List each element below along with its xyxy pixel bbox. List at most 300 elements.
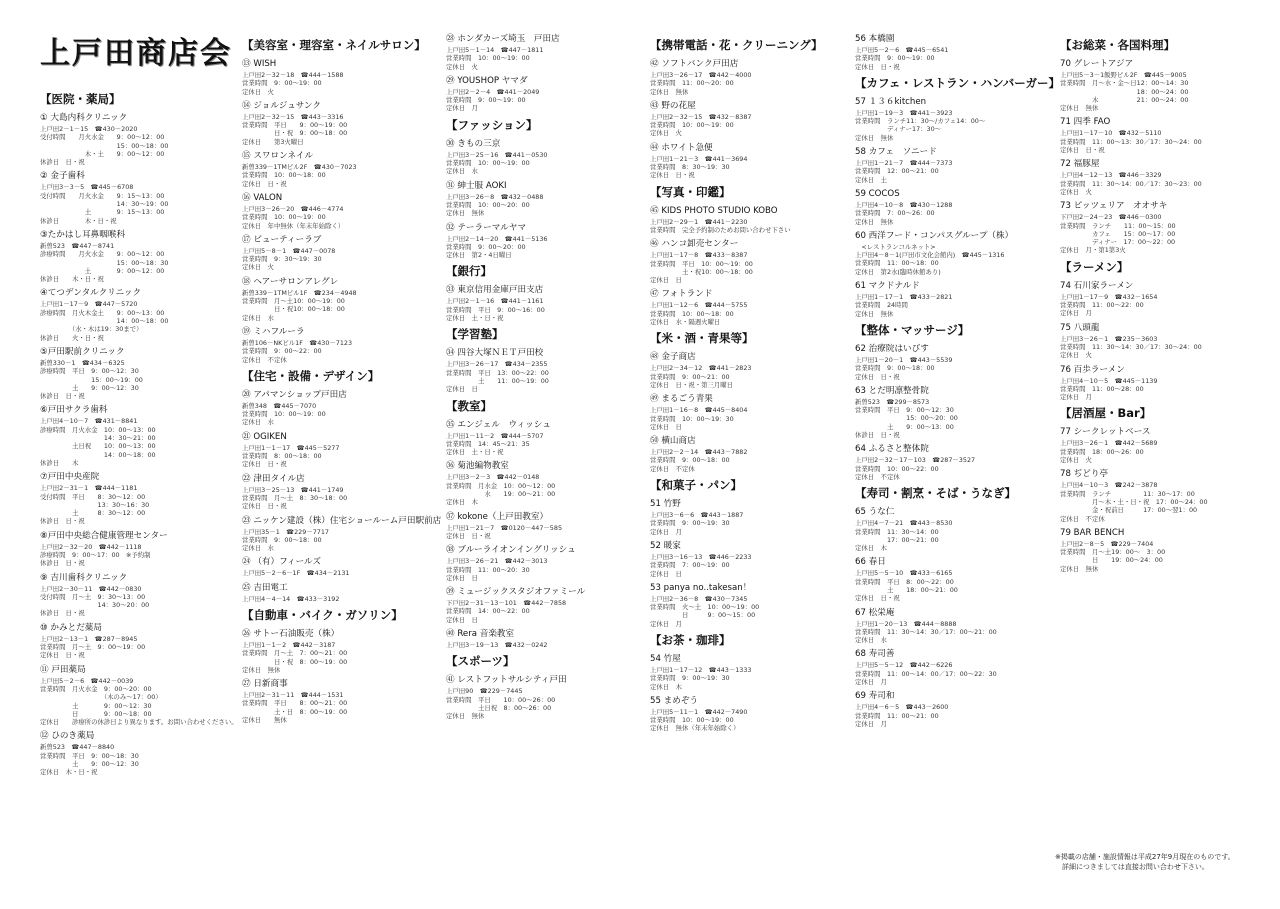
- shop-detail-line: 上戸田3－26－1 ☎235－3603: [1060, 334, 1158, 343]
- shop-detail-line: 土・日 8：00～19：00: [242, 707, 348, 716]
- shop-name: ⑧戸田中央総合健康管理センター: [40, 530, 168, 541]
- shop-entry: [855, 608, 1060, 645]
- shop-name: ⑬ WISH: [242, 59, 277, 69]
- shop-detail-line: 新曽523 ☎447－8840: [40, 743, 115, 752]
- shop-detail-line: 営業時間 月～土19：00～ 3：00: [1060, 548, 1166, 557]
- shop-detail-line: 営業時間 8：00～18：00: [242, 452, 322, 461]
- shop-detail-line: 新曽339－1TMビル1F ☎234－4948: [242, 288, 357, 297]
- shop-detail-line: 営業時間 9：00～19：00: [242, 79, 322, 88]
- shop-detail-line: 上戸田3－6－6 ☎443－1887: [650, 511, 744, 520]
- shop-detail-line: ディナー17：30～: [855, 125, 942, 134]
- shop-detail-line: 定休日 日・祝: [242, 179, 287, 188]
- shop-name: 53 panya no..takesan！: [650, 582, 752, 593]
- shop-detail-line: 診療時間 平日 9：00～12：30: [40, 367, 139, 376]
- shop-name: 64 ふるさと整体院: [855, 444, 929, 455]
- shop-detail-line: 営業時間 10：00～18：00: [650, 309, 734, 318]
- shop-detail-line: 上戸田3－19－13 ☎432－0242: [446, 640, 548, 649]
- shop-detail-line: 定休日 土・日・祝: [446, 448, 504, 457]
- shop-entry: [855, 34, 1060, 71]
- shop-detail-line: 定休日 無休（年末年始除く）: [650, 724, 740, 733]
- shop-entry: [446, 76, 585, 113]
- shop-detail-line: 営業時間 10：00～19：00: [650, 121, 734, 130]
- shop-name: ⑫ ひのき薬局: [40, 731, 95, 742]
- shop-name: ④てつデンタルクリニック: [40, 288, 142, 299]
- shop-entry: [446, 629, 585, 649]
- shop-detail-line: 定休日 月・第1第3火: [1060, 246, 1126, 255]
- shop-name: ㊽ 金子商店: [650, 352, 696, 363]
- shop-detail-line: 上戸田1－16－8 ☎445－8404: [650, 406, 748, 415]
- shop-detail-line: <レストランコルネット>: [855, 242, 936, 251]
- shop-detail-line: 営業時間 24時間: [855, 301, 908, 310]
- shop-detail-line: 定休日 水: [855, 636, 887, 645]
- shop-detail-line: 上戸田2－8－5 ☎229－7404: [1060, 539, 1154, 548]
- shop-name: 67 松栄庵: [855, 607, 895, 618]
- column-3: [446, 34, 585, 725]
- shop-entry: [446, 181, 585, 218]
- shop-entry: [242, 679, 441, 724]
- shop-detail-line: 営業時間 11：00～20：00: [650, 79, 734, 88]
- column-5: [855, 34, 1060, 733]
- shop-detail-line: 上戸田5－11－1 ☎442－7490: [650, 707, 748, 716]
- shop-entry: [242, 629, 441, 674]
- shop-detail-line: 定休日 水・隔週火曜日: [650, 318, 721, 327]
- shop-entry: [855, 189, 1060, 226]
- shop-detail-line: （水・木は19：30まで）: [40, 325, 143, 334]
- section-heading: 【ラーメン】: [1060, 259, 1129, 274]
- shop-entry: [446, 139, 585, 176]
- shop-detail-line: （木のみ～17：00）: [40, 693, 162, 702]
- shop-detail-line: 営業時間 9：00～22：00: [242, 347, 322, 356]
- shop-detail-line: 営業時間 11：00～21：00: [855, 711, 939, 720]
- shop-entry: [855, 557, 1060, 602]
- shop-detail-line: 定休日 無休: [1060, 564, 1099, 573]
- shop-entry: [40, 347, 238, 400]
- shop-entry: [242, 235, 441, 272]
- shop-name: ㊶ レストフットサルシティ戸田: [446, 675, 567, 686]
- shop-detail-line: 営業時間 11：00～22：00: [1060, 301, 1144, 310]
- shop-detail-line: 定休日 無休: [855, 217, 894, 226]
- shop-detail-line: 定休日 日・祝: [242, 460, 287, 469]
- shop-detail-line: 上戸田3－26－17 ☎434－2355: [446, 360, 548, 369]
- shop-detail-line: 営業時間 平日 10：00～19：00: [650, 259, 753, 268]
- shop-detail-line: 診療時間 月火水金 9：00～12：00: [40, 250, 165, 259]
- shop-entry: [242, 101, 441, 146]
- shop-name: 70 グレートアジア: [1060, 59, 1134, 69]
- shop-detail-line: 営業時間 14：45～21：35: [446, 439, 530, 448]
- shop-detail-line: 定休日 日・祝: [446, 531, 491, 540]
- shop-detail-line: 定休日 無休: [242, 665, 281, 674]
- shop-name: ㉘ ホンダカーズ埼玉 戸田店: [446, 34, 560, 44]
- shop-detail-line: 14：30～19：00: [40, 200, 169, 209]
- shop-name: 60 西洋フード・コンパスグループ（株）: [855, 230, 1014, 241]
- shop-detail-line: 上戸田1－17－12 ☎443－1333: [650, 665, 752, 674]
- shop-detail-line: 上戸田4－10－3 ☎242－3878: [1060, 481, 1158, 490]
- shop-detail-line: 営業時間 ランチ 11：30～17：00: [1060, 489, 1195, 498]
- shop-detail-line: 定休日 不定休: [650, 464, 695, 473]
- shop-detail-line: 定休日 無休: [1060, 104, 1099, 113]
- section-heading: 【寿司・割烹・そば・うなぎ】: [855, 486, 1016, 501]
- shop-detail-line: 定休日 月: [1060, 309, 1092, 318]
- shop-detail-line: 営業時間 7：00～26：00: [855, 209, 935, 218]
- shop-name: ㊸ 野の花屋: [650, 100, 696, 111]
- shop-detail-line: 新曽339－1TMビル2F ☎430－7023: [242, 163, 357, 172]
- shop-detail-line: 営業時間 10：00～18：00: [242, 171, 326, 180]
- shop-detail-line: 定休日 水: [242, 544, 274, 553]
- shop-detail-line: 定休日 日・祝: [1060, 146, 1105, 155]
- shop-entry: [1060, 365, 1208, 402]
- shop-name: ㉗ 日新商事: [242, 679, 288, 690]
- shop-detail-line: 定休日 日・祝: [855, 372, 900, 381]
- shop-detail-line: 営業時間 火～土 10：00～19：00: [650, 603, 760, 612]
- shop-detail-line: 定休日 無休: [855, 133, 894, 142]
- shop-name: ② 金子歯科: [40, 171, 85, 182]
- shop-name: ⑲ ミハフルーラ: [242, 326, 305, 337]
- shop-detail-line: 土 11：00～19：00: [446, 376, 549, 385]
- shop-detail-line: 上戸田1－12－6 ☎444－5755: [650, 301, 748, 310]
- shop-detail-line: 営業時間 平日 9：00～19：00: [242, 121, 348, 130]
- shop-detail-line: 定休日 第3火曜日: [242, 137, 304, 146]
- shop-name: ⑭ ジョルジュサンク: [242, 100, 321, 111]
- section-heading: 【写真・印鑑】: [650, 184, 731, 199]
- shop-entry: [40, 405, 238, 467]
- shop-entry: [855, 231, 1060, 276]
- shop-detail-line: 定休日 火: [1060, 456, 1092, 465]
- shop-entry: [446, 285, 585, 322]
- shop-name: 66 春日: [855, 557, 886, 568]
- shop-detail-line: ディナー 17：00～22：00: [1060, 238, 1176, 247]
- shop-detail-line: 14：30～21：00: [40, 434, 156, 443]
- shop-detail-line: 営業時間 9：00～21：00: [650, 372, 730, 381]
- shop-detail-line: 営業時間 平日 10：00～26：00: [446, 695, 556, 704]
- shop-entry: [855, 97, 1060, 142]
- shop-detail-line: 定休日 月: [1060, 393, 1092, 402]
- shop-entry: [1060, 59, 1208, 112]
- shop-entry: [1060, 528, 1208, 573]
- shop-name: 78 ぢどり亭: [1060, 469, 1109, 480]
- shop-detail-line: 上戸田4－12－13 ☎446－3329: [1060, 171, 1162, 180]
- shop-detail-line: 定休日 不定休: [1060, 514, 1105, 523]
- column-1: [40, 88, 238, 782]
- shop-detail-line: 日・祝 8：00～19：00: [242, 657, 348, 666]
- shop-detail-line: 上戸田2－13－1 ☎287－8945: [40, 634, 138, 643]
- shop-entry: [242, 557, 441, 577]
- shop-entry: [446, 512, 585, 541]
- shop-name: ㊵ Rera 音楽教室: [446, 628, 515, 639]
- shop-detail-line: 営業時間 平日 9：00～12：30: [855, 406, 954, 415]
- shop-entry: [855, 386, 1060, 439]
- shop-entry: [1060, 159, 1208, 196]
- shop-detail-line: 上戸田4－4－14 ☎433－3192: [242, 594, 340, 603]
- shop-detail-line: 営業時間 平日 9：00～16：00: [446, 305, 545, 314]
- column-4: [650, 34, 823, 738]
- shop-detail-line: 日 9：00～15：00: [650, 611, 756, 620]
- shop-entry: [242, 516, 441, 553]
- shop-detail-line: 上戸田2－31－11 ☎444－1531: [242, 691, 344, 700]
- shop-detail-line: 上戸田3－26－20 ☎446－4774: [242, 204, 344, 213]
- shop-detail-line: 定休日 火: [446, 62, 478, 71]
- shop-detail-line: 定休日 日・祝: [40, 651, 85, 660]
- shop-detail-line: 定休日 火: [1060, 187, 1092, 196]
- shop-detail-line: 土 9：00～12：30: [40, 383, 139, 392]
- shop-detail-line: 休診日 木・日・祝: [40, 216, 117, 225]
- shop-name: ㊷ ソフトバンク戸田店: [650, 59, 739, 69]
- shop-name: 52 暖家: [650, 540, 681, 551]
- section-heading: 【和菓子・パン】: [650, 478, 742, 493]
- shop-detail-line: 定休日 日: [446, 385, 478, 394]
- shop-entry: [650, 541, 823, 578]
- shop-entry: [650, 239, 823, 284]
- shop-detail-line: 営業時間 9：30～19：30: [242, 255, 322, 264]
- shop-detail-line: 上戸田1－19－3 ☎441－3923: [855, 108, 953, 117]
- shop-detail-line: 営業時間 9：00～18：00: [650, 456, 730, 465]
- shop-detail-line: 休診日 日・祝: [40, 559, 85, 568]
- shop-entry: [446, 34, 585, 71]
- shop-name: ⑮ スワロンネイル: [242, 151, 314, 162]
- shop-entry: [40, 171, 238, 224]
- shop-detail-line: 13：30～16：30: [40, 500, 150, 509]
- shop-name: 57 １３６kitchen: [855, 96, 927, 107]
- shop-entry: [446, 348, 585, 393]
- shop-detail-line: 上戸田1－17－10 ☎432－5110: [1060, 129, 1162, 138]
- shop-detail-line: 定休日 日・祝: [855, 62, 900, 71]
- shop-detail-line: 営業時間 11：00～20：30: [446, 565, 530, 574]
- shop-detail-line: 営業時間 7：00～19：00: [650, 561, 730, 570]
- shop-name: 54 竹屋: [650, 653, 681, 664]
- section-heading: 【美容室・理容室・ネイルサロン】: [242, 38, 426, 52]
- shop-detail-line: 営業時間 10：00～19：00: [446, 54, 530, 63]
- footnote: ※掲載の店舗・施設情報は平成27年9月現在のものです。 詳細につきましては直接お問い合わせ下さい。: [1055, 853, 1235, 871]
- shop-detail-line: 営業時間 平日 8：00～22：00: [855, 577, 954, 586]
- shop-detail-line: 定休日 火: [242, 263, 274, 272]
- shop-detail-line: 受付時間 月火水金 9：00～12：00: [40, 133, 165, 142]
- shop-detail-line: 休診日 日・祝: [40, 158, 85, 167]
- shop-detail-line: 上戸田90 ☎229－7445: [446, 687, 523, 696]
- shop-detail-line: 営業時間 月～土10：00～19：00: [242, 297, 345, 306]
- shop-name: 56 本橋園: [855, 34, 895, 44]
- shop-name: ㉟ エンジェル ウィッシュ: [446, 419, 551, 430]
- shop-entry: [242, 327, 441, 364]
- shop-detail-line: 上戸田2－2－4 ☎441－2049: [446, 87, 540, 96]
- shop-detail-line: 営業時間 11：00～28：00: [1060, 384, 1144, 393]
- shop-detail-line: 休診日 日・祝: [855, 431, 900, 440]
- shop-detail-line: 定休日 月: [446, 104, 478, 113]
- shop-entry: [446, 545, 585, 582]
- shop-detail-line: 上戸田1－11－2 ☎444－5707: [446, 431, 544, 440]
- shop-name: ㊺ KIDS PHOTO STUDIO KOBO: [650, 205, 778, 216]
- shop-entry: [650, 583, 823, 628]
- shop-detail-line: 営業時間 11：30～14：00: [855, 527, 939, 536]
- shop-entry: [40, 623, 238, 660]
- shop-detail-line: 営業時間 10：00～22：00: [855, 464, 939, 473]
- shop-detail-line: 定休日 無休: [242, 716, 287, 725]
- section-heading: 【携帯電話・花・クリーニング】: [650, 38, 823, 52]
- shop-detail-line: 営業時間 10：00～20：00: [446, 200, 530, 209]
- shop-detail-line: 営業時間 月火水金 9：00～20：00: [40, 684, 152, 693]
- shop-name: ㊳ ブルーライオンイングリッシュ: [446, 545, 576, 556]
- shop-detail-line: 上戸田5－3－1飯野ビル2F ☎445－9005: [1060, 71, 1187, 79]
- shop-detail-line: 18：00～24：00: [1060, 87, 1189, 96]
- shop-detail-line: 受付時間 月～土 9：30～13：00: [40, 592, 146, 601]
- shop-name: ⑩ かみとだ薬局: [40, 622, 102, 633]
- shop-detail-line: 上戸田5－2－6 ☎445－6541: [855, 46, 949, 54]
- shop-detail-line: 上戸田2－30－11 ☎442－0830: [40, 584, 142, 593]
- shop-detail-line: 日・祝 9：00～18：00: [242, 129, 348, 138]
- section-heading: 【医院・薬局】: [40, 92, 121, 106]
- shop-entry: [650, 394, 823, 431]
- shop-name: ㊹ ホワイト急便: [650, 142, 713, 153]
- shop-detail-line: 営業時間 11：00～18：00: [855, 259, 939, 268]
- shop-entry: [446, 461, 585, 506]
- shop-entry: [446, 675, 585, 720]
- shop-detail-line: 定休日 年中無休（年末年始除く）: [242, 221, 345, 230]
- shop-detail-line: 上戸田1－1－2 ☎442－3187: [242, 640, 336, 649]
- shop-detail-line: 営業時間 平日 9：00～18：30: [40, 751, 139, 760]
- shop-detail-line: 定休日 土: [855, 175, 887, 184]
- shop-detail-line: 上戸田1－21－7 ☎444－7373: [855, 159, 953, 168]
- shop-detail-line: 診療時間 9：00～17：00 ※予約制: [40, 550, 151, 559]
- shop-name: ㊴ ミュージックスタジオファミール: [446, 587, 586, 598]
- section-heading: 【米・酒・青果等】: [650, 331, 754, 346]
- shop-detail-line: 定休日 月: [650, 527, 682, 536]
- shop-name: ㊻ ハンコ卸売センター: [650, 239, 739, 250]
- shop-detail-line: 定休日 日: [446, 615, 478, 624]
- shop-detail-line: 上戸田3－2－3 ☎442－0148: [446, 473, 540, 482]
- shop-detail-line: 営業時間 10：00～19：00: [650, 716, 734, 725]
- shop-detail-line: 土・祝10：00～18：00: [650, 267, 753, 276]
- shop-entry: [1060, 469, 1208, 522]
- shop-name: ㉑ OGIKEN: [242, 431, 287, 442]
- shop-detail-line: 土 9：15～13：00: [40, 208, 165, 217]
- shop-detail-line: 定休日 火: [242, 87, 274, 96]
- shop-detail-line: 定休日 無休: [446, 712, 485, 721]
- shop-name: 58 カフェ ソニード: [855, 147, 937, 158]
- shop-entry: [650, 206, 823, 235]
- shop-detail-line: 休診日 火・日・祝: [40, 333, 104, 342]
- shop-entry: [40, 665, 238, 727]
- shop-detail-line: 営業時間 9：00～18：00: [855, 364, 935, 373]
- shop-detail-line: 上戸田5－8－1 ☎447－0078: [242, 246, 336, 255]
- shop-name: ㊱ 菊池編物教室: [446, 461, 509, 472]
- shop-name: ㉜ テーラーマルヤマ: [446, 222, 527, 233]
- shop-entry: [650, 352, 823, 389]
- shop-detail-line: 上戸田3－26－17 ☎442－4000: [650, 71, 752, 79]
- shop-detail-line: 定休日 無休: [650, 87, 689, 96]
- shop-detail-line: 診療時間 月火水金 10：00～13：00: [40, 425, 156, 434]
- shop-detail-line: 定休日 日・祝: [242, 502, 287, 511]
- shop-detail-line: 営業時間 9：00～19：00: [446, 96, 526, 105]
- shop-name: 77 シークレットベース: [1060, 427, 1151, 438]
- shop-entry: [1060, 117, 1208, 154]
- shop-detail-line: 上戸田2－32－15 ☎443－3316: [242, 112, 344, 121]
- shop-detail-line: 日・祝10：00～18：00: [242, 305, 345, 314]
- shop-detail-line: 定休日 木・日・祝: [40, 768, 98, 777]
- shop-detail-line: 上戸田4－10－5 ☎445－1139: [1060, 376, 1158, 385]
- shop-name: 62 治療院はいびす: [855, 343, 929, 354]
- shop-name: ⑳ アパマンショップ戸田店: [242, 389, 347, 400]
- shop-detail-line: 上戸田4－8－1(戸田市文化会館内) ☎445－1316: [855, 251, 1005, 260]
- section-heading: 【銀行】: [446, 264, 492, 279]
- shop-entry: [1060, 281, 1208, 318]
- shop-detail-line: 受付時間 平日 8：30～12：00: [40, 492, 146, 501]
- shop-detail-line: 営業時間 ランチ11：30～/カフェ14：00～: [855, 117, 986, 126]
- shop-detail-line: 上戸田1－20－13 ☎444－8888: [855, 619, 957, 628]
- shop-entry: [650, 499, 823, 536]
- shop-detail-line: 新曽106－NKビル1F ☎430－7123: [242, 338, 353, 347]
- shop-detail-line: 上戸田2－2－14 ☎443－7882: [650, 448, 748, 457]
- shop-detail-line: 上戸田1－17－9 ☎447－5720: [40, 300, 138, 309]
- shop-detail-line: 営業時間 11：00～14：00／17：00～22：30: [855, 669, 997, 678]
- shop-detail-line: 日 9：00～18：00: [40, 709, 152, 718]
- shop-detail-line: 上戸田2－36－8 ☎430－7345: [650, 594, 748, 603]
- shop-entry: [855, 507, 1060, 552]
- shop-detail-line: 営業時間 月～土 8：30～18：00: [242, 493, 348, 502]
- shop-detail-line: 上戸田4－7－21 ☎443－8530: [855, 519, 953, 528]
- shop-detail-line: 上戸田2－1－15 ☎430－2020: [40, 125, 138, 133]
- section-heading: 【お茶・珈琲】: [650, 632, 731, 647]
- shop-name: ㉕ 吉田電工: [242, 582, 288, 593]
- shop-name: 76 百歩ラーメン: [1060, 364, 1125, 375]
- shop-detail-line: 土 9：00～12：30: [40, 760, 139, 769]
- shop-detail-line: 受付時間 月火水金 9：15～13：00: [40, 191, 165, 200]
- column-6: [1060, 34, 1208, 578]
- shop-detail-line: 営業時間 完全予約制のためお問い合わせ下さい: [650, 225, 791, 234]
- shop-name: ㊿ 横山商店: [650, 436, 696, 447]
- shop-detail-line: 定休日 月: [650, 619, 682, 628]
- shop-detail-line: 営業時間 月～土 9：00～19：00: [40, 643, 146, 652]
- shop-entry: [40, 230, 238, 283]
- shop-name: 72 福豚屋: [1060, 159, 1100, 170]
- shop-detail-line: 土 9：00～12：00: [40, 266, 165, 275]
- shop-name: 73 ピッツェリア オオサキ: [1060, 201, 1168, 212]
- shop-name: ㉒ 津田タイル店: [242, 473, 305, 484]
- shop-detail-line: 営業時間 11：30～14：30／17：30～24：00: [1060, 342, 1202, 351]
- shop-name: ㊼ フォトランド: [650, 289, 713, 300]
- shop-detail-line: 下戸田2－31－13－101 ☎442－7858: [446, 599, 567, 608]
- shop-detail-line: 定休日 第2・4日曜日: [446, 251, 512, 260]
- shop-entry: [242, 432, 441, 469]
- shop-detail-line: 定休日 水: [242, 313, 274, 322]
- shop-detail-line: 休診日 日・祝: [40, 609, 85, 618]
- shop-detail-line: 新曽348 ☎445－7070: [242, 401, 317, 410]
- shop-detail-line: 営業時間 18：00～26：00: [1060, 447, 1144, 456]
- shop-entry: [650, 654, 823, 691]
- shop-detail-line: 定休日 第2水(臨時休館あり): [855, 267, 941, 276]
- shop-name: ⑨ 吉川歯科クリニック: [40, 572, 128, 583]
- shop-name: 74 石川家ラーメン: [1060, 280, 1134, 291]
- shop-entry: [242, 277, 441, 322]
- shop-detail-line: 上戸田3－25－13 ☎441－1749: [242, 485, 344, 494]
- shop-name: ⑤戸田駅前クリニック: [40, 346, 125, 357]
- shop-detail-line: 土 8：30～12：00: [40, 509, 146, 518]
- shop-entry: [446, 223, 585, 260]
- section-heading: 【教室】: [446, 398, 492, 413]
- shop-entry: [650, 436, 823, 473]
- shop-detail-line: カフェ 15：00～17：00: [1060, 229, 1176, 238]
- shop-detail-line: 営業時間 11：30～14：30／17：00～21：00: [855, 627, 997, 636]
- shop-name: ⑦戸田中央産院: [40, 472, 100, 483]
- shop-detail-line: 営業時間 ランチ 11：00～15：00: [1060, 221, 1176, 230]
- shop-detail-line: 定休日 木: [650, 682, 682, 691]
- shop-name: 63 とだ明凛整骨院: [855, 385, 929, 396]
- shop-entry: [650, 289, 823, 326]
- shop-detail-line: 営業時間 14：00～22：00: [446, 607, 530, 616]
- shop-detail-line: 定休日 火: [650, 129, 682, 138]
- shop-detail-line: 上戸田3－26－1 ☎442－5689: [1060, 439, 1158, 448]
- shop-detail-line: 営業時間 8：30～19：30: [650, 163, 730, 172]
- shop-name: ㉖ サトー石油販売（株）: [242, 628, 340, 639]
- shop-detail-line: 上戸田3－16－13 ☎446－2233: [650, 552, 752, 561]
- shop-detail-line: 営業時間 11：00～13：30／17：30～24：00: [1060, 137, 1202, 146]
